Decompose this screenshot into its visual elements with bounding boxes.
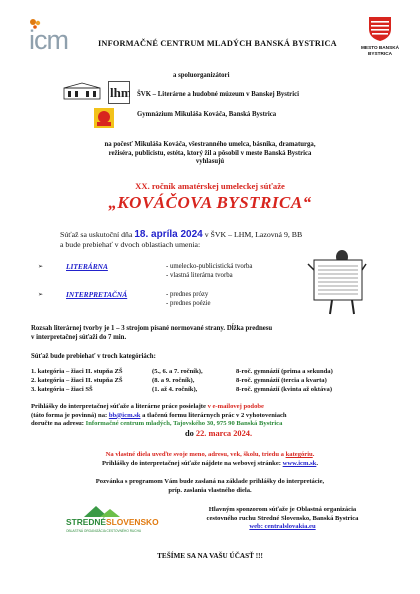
dedication-line2: režiséra, publicistu, estéta, ktorý žil a pôsobil v meste Banská Bystrica: [108, 149, 312, 157]
coorg-intro: a spoluorganizátori: [173, 72, 230, 79]
area-literary-item2: - vlastná literárna tvorba: [166, 272, 233, 279]
reader-illustration-icon: [296, 248, 376, 318]
svg-text:lhm: lhm: [110, 85, 130, 100]
applications: [31, 403, 406, 439]
coorg-org2: Gymnázium Mikuláša Kováča, Banská Bystrica: [137, 111, 277, 118]
sponsor-mountain-icon: [66, 504, 152, 518]
category-grades: (1. až 4. ročník),: [152, 386, 198, 394]
notes-l1-end: .: [312, 451, 315, 458]
category-grades: (8. a 9. ročník),: [152, 377, 195, 385]
dedication-line1: na počesť Mikuláša Kováča, všestranného umelca, básnika, dramaturga,: [104, 141, 316, 148]
area-literary-item1: - umelecko-publicistická tvorba: [166, 263, 253, 270]
event-date: 18. apríla 2024: [134, 229, 203, 240]
apps-l3-pre: doručte na adresu:: [31, 420, 86, 428]
icm-logo-text: icm: [29, 25, 68, 55]
category-gym: 8-roč. gymnázií (prima a sekunda): [236, 368, 333, 375]
sponsor-web-link[interactable]: web: centralslovakia.eu: [249, 523, 316, 531]
category-label: 2. kategória – žiaci II. stupňa ZŠ: [31, 377, 123, 385]
event-intro-line2: a bude prebiehať v dvoch oblastiach umenia:: [60, 239, 201, 249]
scope-line2: v interpretačnej súťaži do 7 min.: [31, 333, 127, 341]
coorg-org1: ŠVK – Literárne a hudobné múzeum v Banskej Bystrici: [137, 91, 299, 98]
dedication: [40, 141, 380, 167]
area-interpretation-name: INTERPRETAČNÁ: [66, 290, 128, 299]
apps-l1-red: v e-mailovej podobe: [207, 403, 264, 410]
notes-web-link[interactable]: www.icm.sk: [282, 459, 317, 467]
reader-illustration: [296, 248, 376, 318]
notes-l2-pre: Prihlášky do interpretačnej súťaže nájdete na webovej stránke:: [102, 459, 283, 467]
event-edition: XX. ročník amatérskej umeleckej súťaže: [135, 181, 285, 191]
notes-l2-end: .: [316, 459, 318, 467]
apps-l2-post: a tlačenú formu literárnych prác v 2 vyhotoveniach: [140, 411, 287, 419]
footer-slogan: TEŠÍME SA NA VAŠU ÚČASŤ !!!: [157, 552, 263, 560]
area-literary-name: LITERÁRNA: [66, 262, 108, 271]
sponsor-line1: Hlavným sponzorom súťaže je Oblastná organizácia: [208, 506, 357, 513]
scope-line1: Rozsah literárnej tvorby je 1 – 3 strojom písané normované strany. Dĺžka prednesu: [31, 325, 273, 332]
apps-l2-pre: (táto forma je povinná) na:: [31, 411, 109, 419]
icm-logo: [27, 17, 77, 57]
area-literary-bullet: ➢: [38, 263, 44, 270]
invites: [20, 478, 400, 495]
event-name: „KOVÁČOVA BYSTRICA“: [108, 193, 312, 212]
categories-intro: Súťaž bude prebiehať v troch kategóriách:: [31, 353, 156, 360]
notes: [20, 451, 400, 468]
apps-email-link[interactable]: bb@icm.sk: [108, 411, 141, 419]
area-interpretation-item2: - prednes poézie: [166, 300, 211, 307]
sponsor-logo-main: STREDNÉ: [66, 517, 107, 527]
org-title: INFORMAČNÉ CENTRUM MLADÝCH BANSKÁ BYSTRICA: [98, 39, 337, 48]
svk-logo: [62, 82, 102, 100]
category-gym: 8-roč. gymnázií (kvinta až oktáva): [236, 386, 333, 394]
sponsor-line2: cestovného ruchu Stredné Slovensko, Banská Bystrica: [206, 514, 359, 522]
sponsor-logo-tag: OBLASTNÁ ORGANIZÁCIA CESTOVNÉHO RUCHU: [66, 529, 142, 533]
apps-l1-pre: Prihlášky do interpretačnej súťaže a literárne práce posielajte: [31, 403, 208, 410]
lhm-logo: [108, 81, 130, 104]
apps-address: Informačné centrum mladých, Tajovského 30, 975 90 Banská Bystrica: [85, 420, 283, 428]
notes-category-link[interactable]: kategóriu: [285, 451, 313, 458]
area-interpretation-item1: - prednes prózy: [166, 291, 209, 298]
sponsor-text: [170, 506, 395, 532]
dedication-line3: vyhlasujú: [195, 158, 225, 166]
category-grades: (5., 6. a 7. ročník),: [152, 368, 203, 375]
apps-deadline: 22. marca 2024.: [195, 428, 253, 438]
city-label: MESTO BANSKÁ BYSTRICA: [361, 45, 399, 56]
gymnasium-logo-icon: [94, 108, 114, 128]
event-intro: [60, 230, 390, 249]
scope: [31, 325, 391, 342]
invites-line2: príp. zaslania vlastného diela.: [168, 486, 252, 494]
category-gym: 8-roč. gymnázií (tercia a kvarta): [236, 377, 327, 385]
svk-building-icon: [62, 82, 102, 100]
category-label: 3. kategória – žiaci SŠ: [31, 386, 93, 394]
area-interpretation-bullet: ➢: [38, 291, 44, 298]
event-intro-pre: Súťaž sa uskutoční dňa: [60, 230, 135, 239]
sponsor-logo-sub: SLOVENSKO: [106, 517, 159, 527]
lhm-logo-icon: [108, 81, 130, 104]
apps-l4-pre: do: [184, 428, 196, 438]
invites-line1: Pozvánka s programom Vám bude zaslaná na základe prihlášky do interpretácie,: [95, 478, 325, 485]
gymnasium-logo: [94, 108, 114, 128]
category-label: 1. kategória – žiaci II. stupňa ZŠ: [31, 368, 123, 375]
city-crest-icon: [367, 16, 393, 42]
notes-l1-red: Na vlastné diela uveďte svoje meno, adresu, vek, školu, triedu a: [105, 451, 286, 458]
event-intro-post: v ŠVK – LHM, Lazovná 9, BB: [202, 230, 303, 239]
city-crest: [367, 16, 393, 42]
sponsor-logo: [66, 504, 159, 540]
